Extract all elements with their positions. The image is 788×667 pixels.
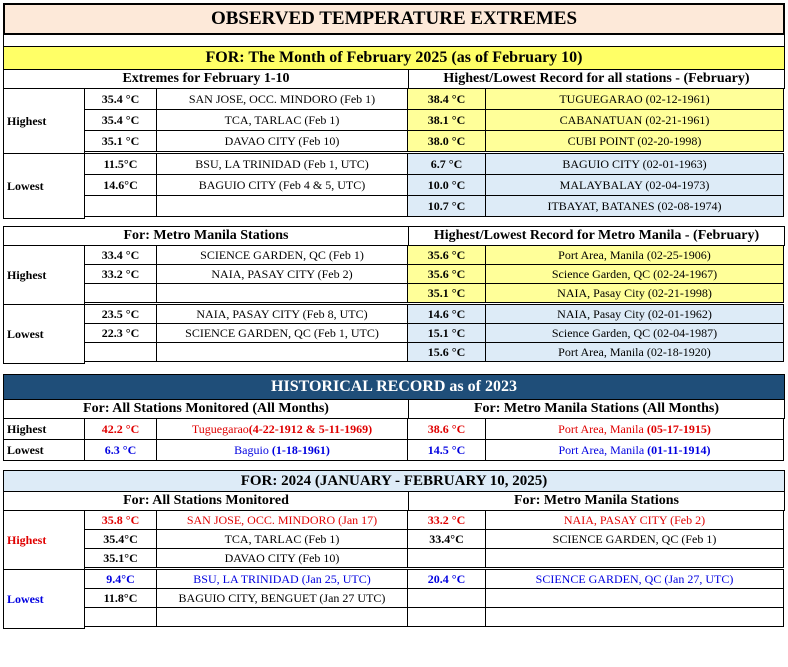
record-temp-cell: 38.1 °C [407,109,486,131]
record-station-cell: CUBI POINT (02-20-1998) [485,130,784,152]
records-header: Highest/Lowest Record for all stations - (February) [408,69,785,89]
record-temp-cell: 15.1 °C [407,323,486,343]
year-left-header: For: All Stations Monitored [3,491,409,511]
highest-label: Highest [3,88,85,154]
year-header: FOR: 2024 (JANUARY - FEBRUARY 10, 2025) [3,470,785,492]
mm-temp-cell: 20.4 °C [407,569,486,589]
station-cell: DAVAO CITY (Feb 10) [156,548,408,568]
station-cell [156,607,408,627]
lowest-label: Lowest [3,439,85,461]
lowest-label: Lowest [3,304,85,364]
mm-temp-cell [407,607,486,627]
record-temp-cell: 10.0 °C [407,174,486,196]
station-cell: SAN JOSE, OCC. MINDORO (Jan 17) [156,510,408,530]
mm-temp-cell: 33.4°C [407,529,486,549]
highest-label: Highest [3,510,85,570]
station-name: Port Area, Manila [558,421,647,436]
record-temp-cell: 38.4 °C [407,88,486,110]
temp-cell: 11.8°C [84,588,157,608]
temp-cell: 9.4°C [84,569,157,589]
metro-records-header: Highest/Lowest Record for Metro Manila - (February) [408,226,785,246]
record-temp-cell: 15.6 °C [407,342,486,362]
highest-label: Highest [3,418,85,440]
historical-left-header: For: All Stations Monitored (All Months) [3,399,409,419]
station-name: Tuguegarao [191,421,249,436]
station-cell [156,342,408,362]
record-station-cell: Port Area, Manila (02-25-1906) [485,245,784,265]
mm-temp-cell [407,588,486,608]
station-cell: SCIENCE GARDEN, QC (Feb 1, UTC) [156,323,408,343]
station-date: (4-22-1912 & 5-11-1969) [248,421,373,436]
station-cell: BAGUIO CITY, BENGUET (Jan 27 UTC) [156,588,408,608]
mm-station-cell: SCIENCE GARDEN, QC (Feb 1) [485,529,784,549]
station-cell: TCA, TARLAC (Feb 1) [156,109,408,131]
mm-station-cell [485,607,784,627]
temp-cell: 11.5°C [84,153,157,175]
temp-cell: 35.8 °C [84,510,157,530]
temperature-report [3,3,785,628]
temp-cell: 33.4 °C [84,245,157,265]
lowest-label: Lowest [3,153,85,219]
mm-station-cell: NAIA, PASAY CITY (Feb 2) [485,510,784,530]
record-station-cell: BAGUIO CITY (02-01-1963) [485,153,784,175]
year-right-header: For: Metro Manila Stations [408,491,785,511]
temp-cell: 35.4 °C [84,88,157,110]
record-station-cell: NAIA, Pasay City (02-01-1962) [485,304,784,324]
station-cell [156,283,408,303]
station-cell [156,439,408,461]
station-cell: TCA, TARLAC (Feb 1) [156,529,408,549]
mm-station-cell [485,548,784,568]
month-header: FOR: The Month of February 2025 (as of February 10) [3,46,785,70]
temp-cell: 35.4 °C [84,109,157,131]
mm-station-cell: SCIENCE GARDEN, QC (Jan 27, UTC) [485,569,784,589]
extremes-header: Extremes for February 1-10 [3,69,409,89]
record-temp-cell: 6.7 °C [407,153,486,175]
record-temp-cell: 10.7 °C [407,195,486,217]
mm-temp-cell: 14.5 °C [407,439,486,461]
temp-cell [84,195,157,217]
temp-cell [84,342,157,362]
station-cell: BSU, LA TRINIDAD (Jan 25, UTC) [156,569,408,589]
mm-temp-cell: 33.2 °C [407,510,486,530]
highest-label: Highest [3,245,85,305]
spacer [3,34,785,46]
record-temp-cell: 35.1 °C [407,283,486,303]
record-station-cell: TUGUEGARAO (02-12-1961) [485,88,784,110]
record-temp-cell: 35.6 °C [407,245,486,265]
station-cell: BSU, LA TRINIDAD (Feb 1, UTC) [156,153,408,175]
temp-cell: 35.1°C [84,548,157,568]
report-title: OBSERVED TEMPERATURE EXTREMES [3,3,785,35]
mm-station-cell [485,418,784,440]
temp-cell [84,607,157,627]
station-cell: NAIA, PASAY CITY (Feb 8, UTC) [156,304,408,324]
station-cell: BAGUIO CITY (Feb 4 & 5, UTC) [156,174,408,196]
mm-temp-cell [407,548,486,568]
record-temp-cell: 38.0 °C [407,130,486,152]
historical-right-header: For: Metro Manila Stations (All Months) [408,399,785,419]
station-cell [156,418,408,440]
station-name: Port Area, Manila [558,442,648,457]
record-station-cell: MALAYBALAY (02-04-1973) [485,174,784,196]
temp-cell: 23.5 °C [84,304,157,324]
temp-cell: 14.6°C [84,174,157,196]
temp-cell [84,283,157,303]
temp-cell: 22.3 °C [84,323,157,343]
temp-cell: 33.2 °C [84,264,157,284]
temp-cell: 6.3 °C [84,439,157,461]
historical-header: HISTORICAL RECORD as of 2023 [3,374,785,400]
station-date: (1-18-1961) [271,442,330,457]
metro-header: For: Metro Manila Stations [3,226,409,246]
record-station-cell: Port Area, Manila (02-18-1920) [485,342,784,362]
temp-cell: 35.4°C [84,529,157,549]
record-station-cell: NAIA, Pasay City (02-21-1998) [485,283,784,303]
record-station-cell: Science Garden, QC (02-24-1967) [485,264,784,284]
mm-station-cell [485,439,784,461]
record-temp-cell: 35.6 °C [407,264,486,284]
lowest-label: Lowest [3,569,85,629]
station-date: (05-17-1915) [646,421,711,436]
station-cell: NAIA, PASAY CITY (Feb 2) [156,264,408,284]
temp-cell: 42.2 °C [84,418,157,440]
record-station-cell: CABANATUAN (02-21-1961) [485,109,784,131]
station-cell: SCIENCE GARDEN, QC (Feb 1) [156,245,408,265]
station-cell [156,195,408,217]
temp-cell: 35.1 °C [84,130,157,152]
record-station-cell: Science Garden, QC (02-04-1987) [485,323,784,343]
station-name: Baguio [234,442,272,457]
mm-station-cell [485,588,784,608]
station-date: (01-11-1914) [647,442,711,457]
record-temp-cell: 14.6 °C [407,304,486,324]
mm-temp-cell: 38.6 °C [407,418,486,440]
station-cell: DAVAO CITY (Feb 10) [156,130,408,152]
record-station-cell: ITBAYAT, BATANES (02-08-1974) [485,195,784,217]
station-cell: SAN JOSE, OCC. MINDORO (Feb 1) [156,88,408,110]
